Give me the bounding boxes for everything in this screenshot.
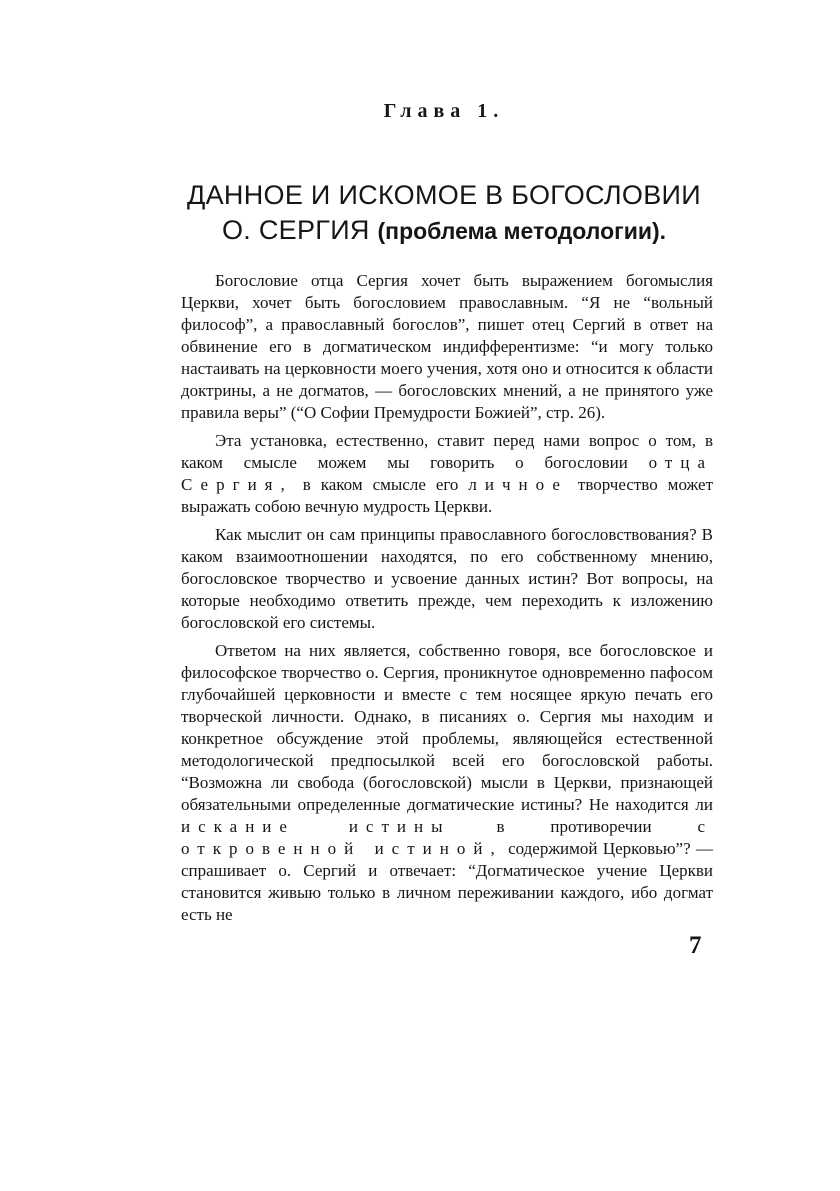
chapter-title-subtitle: (проблема методологии).: [377, 218, 667, 244]
chapter-title-line-1: ДАННОЕ И ИСКОМОЕ В БОГОСЛОВИИ: [187, 180, 701, 210]
paragraph-2-spaced-b: личное: [468, 475, 568, 494]
paragraph-1: Богословие отца Сергия хочет быть выражением богомыслия Церкви, хочет быть богословием православным. “Я не “вольный философ”, а православный богослов”, пишет отец Сергий в ответ на обвинение его в догматическом индифферентизме: “и могу только настаивать на церковности моего учения, хотя оно и относится к области доктрины, а не догматов, — богословских мнений, а не принятого уже правила веры” (“О Софии Премудрости Божией”, стр. 26).: [181, 271, 713, 422]
paragraph-4-text-e: содержимой Церковью”? — спрашивает о. Сергий и отвечает: “Догматическое учение Церкви становится живыю только в личном переживании каждого, ибо догмат есть не: [181, 839, 713, 924]
paragraph-2-text-a: Эта установка, естественно, ставит перед нами вопрос о том, в каком смысле можем мы говорить о богословии: [181, 431, 713, 472]
paragraph-2-spaced-a: отца Сергия,: [181, 453, 713, 494]
paragraph-3: Как мыслит он сам принципы православного богословствования? В каком взаимоотношении находятся, по его собственному мнению, богословское творчество и усвоение данных истин? Вот вопросы, на которые необходимо ответить прежде, чем переходить к изложению богословской его системы.: [181, 525, 713, 632]
chapter-title: [170, 178, 718, 249]
paragraph-2-text-c: в каком смысле его: [302, 475, 459, 494]
paragraph-4-spaced-b: с откровенной истиной,: [181, 817, 713, 858]
body-text: [181, 270, 713, 932]
page-number: 7: [689, 932, 702, 959]
paragraph-4-spaced-a: искание истины: [181, 817, 451, 836]
paragraph-2: [181, 430, 713, 518]
paragraph-4: [181, 640, 713, 926]
paragraph-4-text-a: Ответом на них является, собственно говоря, все богословское и философское творчество о. Сергия, проникнутое одновременно пафосом глубочайшей церковности и вместе с тем носящее яркую печать его творческой личности. Однако, в писаниях о. Сергия мы находим и конкретное обсуждение этой проблемы, являющейся естественной методологической предпосылкой всей его богословской работы. “Возможна ли свобода (богословской) мысли в Церкви, признающей обязательными определенные догматические истины? Не находится ли: [181, 641, 713, 814]
paragraph-4-text-c: в противоречии: [496, 817, 652, 836]
chapter-title-main: О. СЕРГИЯ: [221, 215, 370, 245]
chapter-heading: Глава 1.: [383, 100, 505, 122]
paragraph-2-text-e: творчество может выражать собою вечную мудрость Церкви.: [181, 475, 714, 516]
chapter-title-line-2: [170, 213, 718, 249]
